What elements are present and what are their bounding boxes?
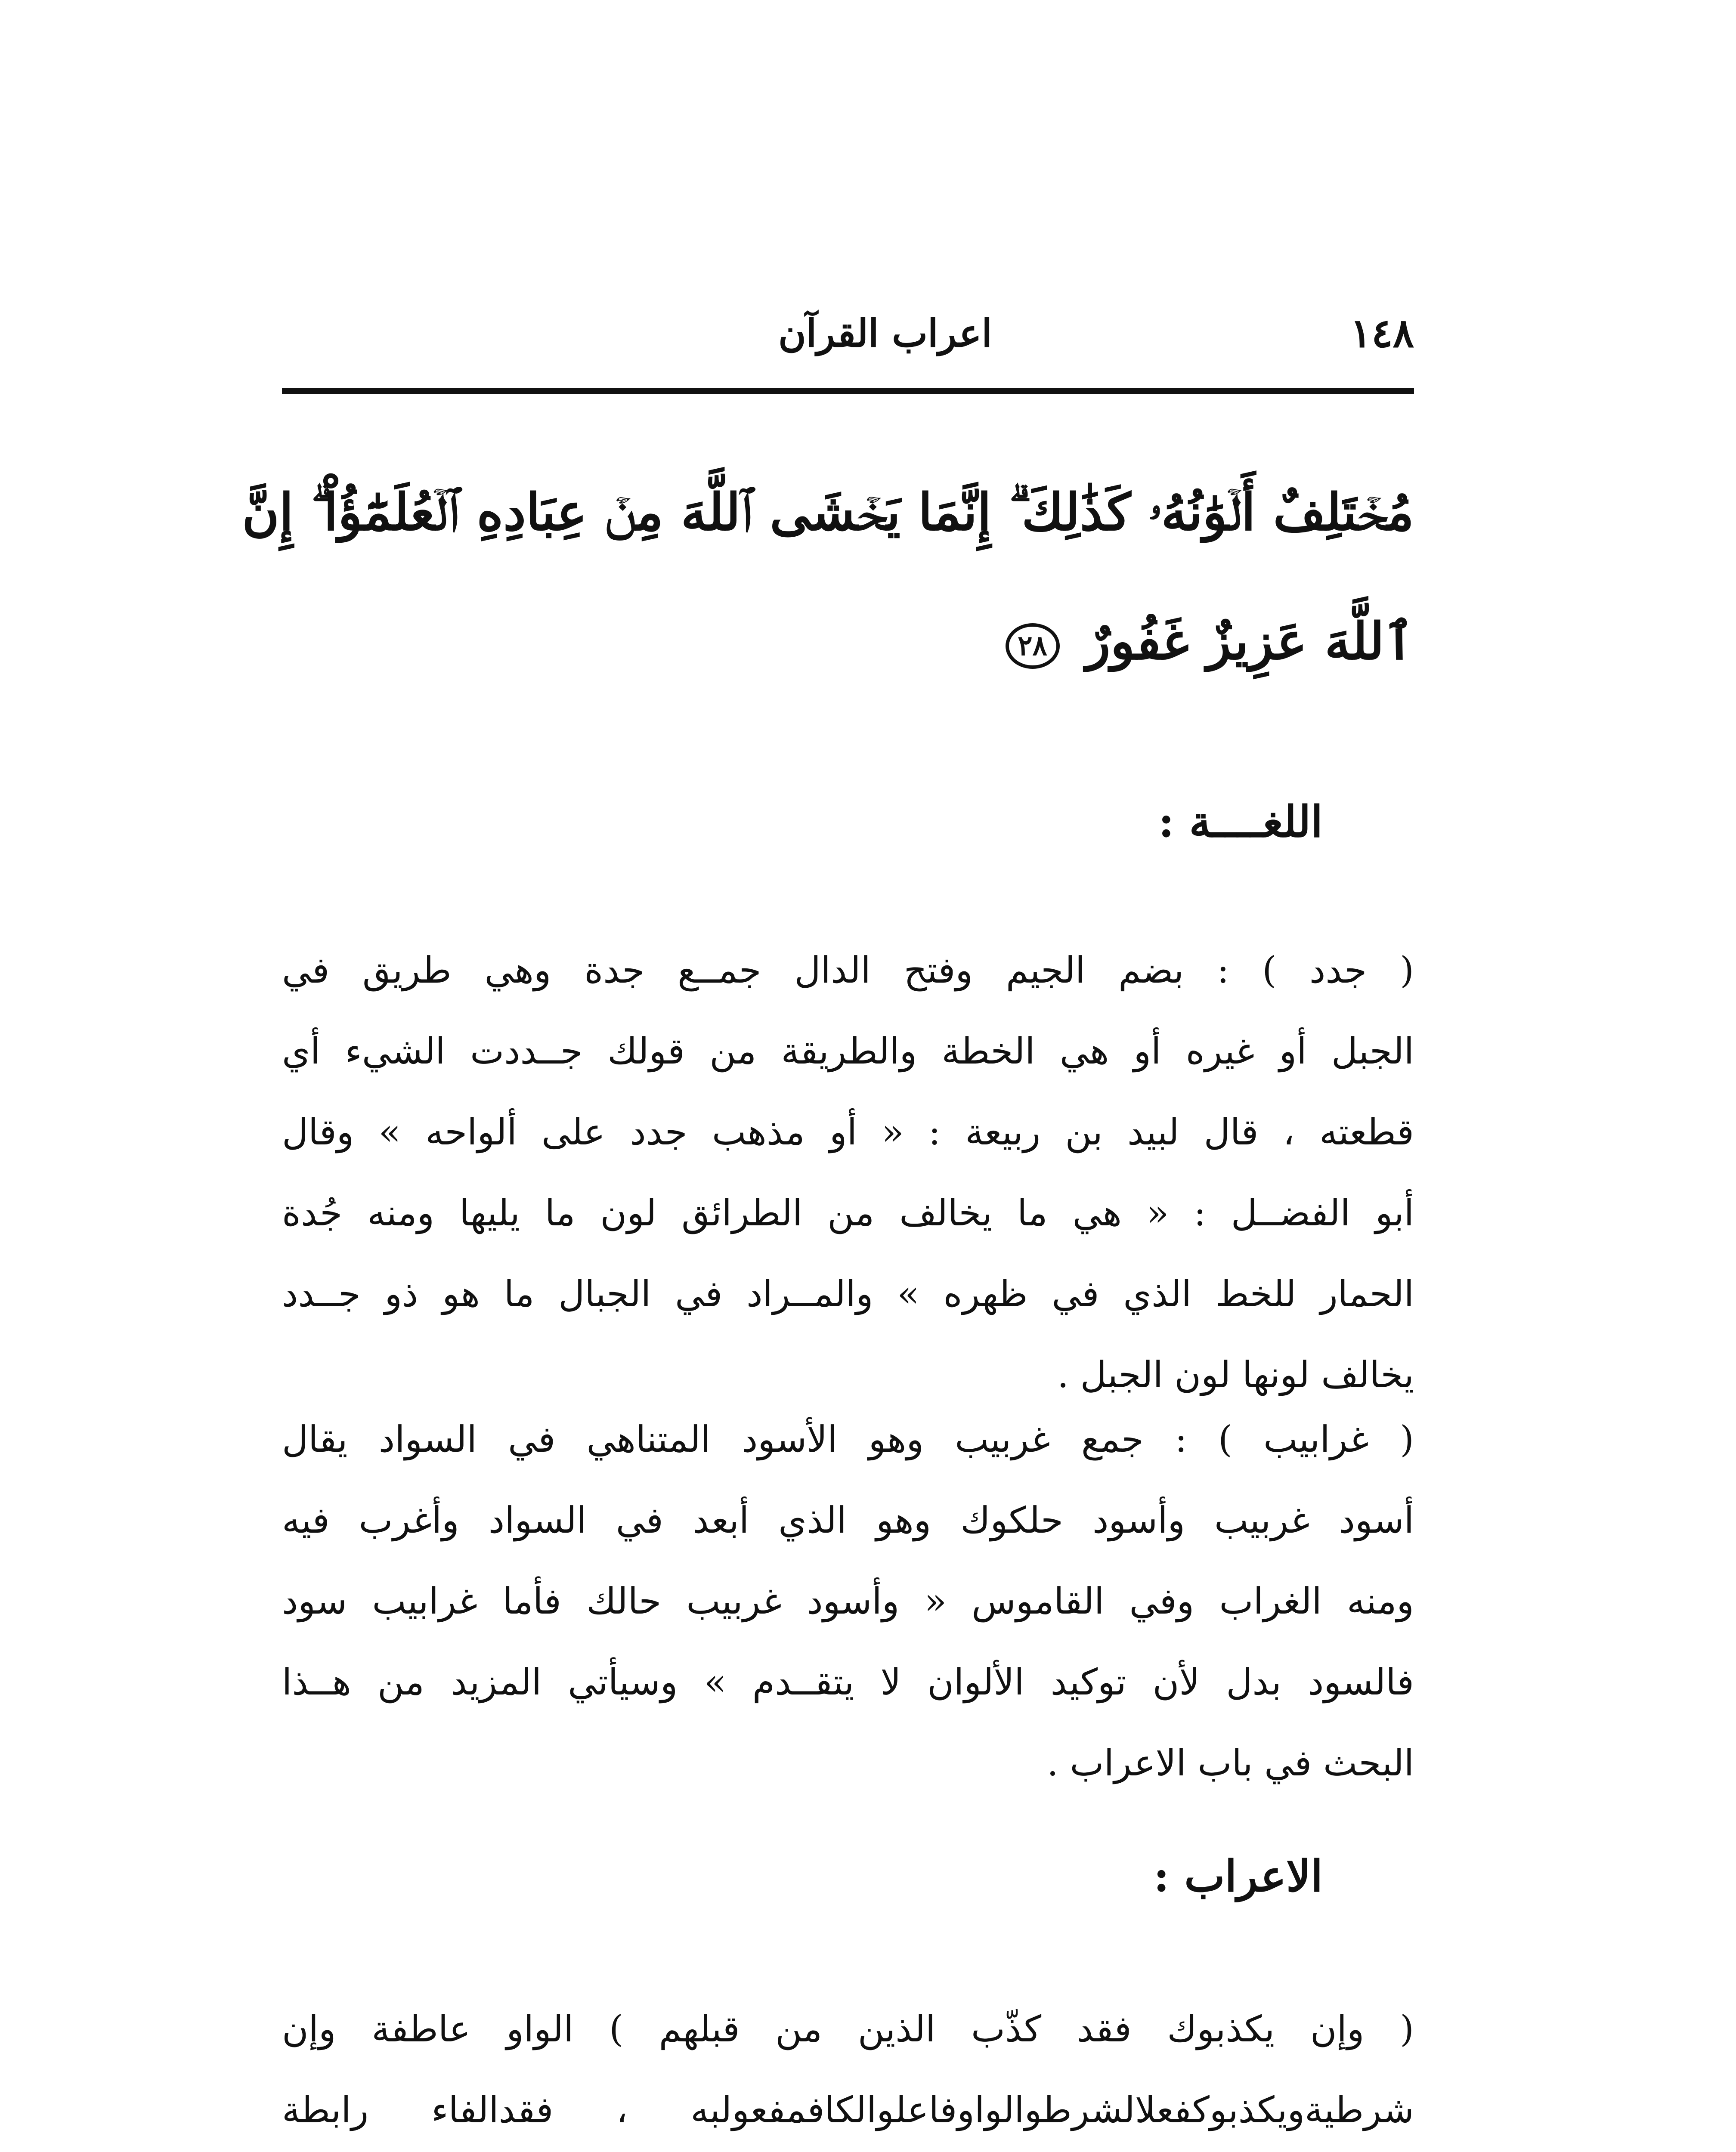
verse-line-1: مُخۡتَلِفٌ أَلۡوَٰنُهُۥ كَذَٰلِكَ ۗ إِنَّمَا يَخۡشَى ٱللَّهَ مِنۡ عِبَادِهِ ٱلۡعُلَمَٰٓؤُاْ ۗ إِنَّ [242,482,1414,542]
page-number: ١٤٨ [1350,310,1414,356]
paragraph-jadad [282,930,1414,1415]
running-header [282,301,1414,362]
verse-line-2-text: ٱللَّهَ عَزِيزٌ غَفُورٌ [1086,611,1414,671]
paragraph-line: شرطيةويكذبوكفعلالشرطوالواوفاعلوالكافمفعولبه ، فقدالفاء رابطة [282,2089,1414,2131]
section-heading-lugha: اللغــــة : [1158,796,1323,847]
paragraph-line: ( غرابيب ) : جمع غربيب وهو الأسود المتناهي في السواد يقال [282,1418,1414,1460]
paragraph-line: البحث في باب الاعراب . [1047,1742,1414,1784]
header-rule [282,388,1414,394]
paragraph-line [282,2150,1414,2152]
paragraph-line: ومنه الغراب وفي القاموس « وأسود غربيب حالك فأما غرابيب سود [282,1580,1414,1622]
paragraph-irab [282,1988,1414,2152]
paragraph-line: ( وإن يكذبوك فقد كذّب الذين من قبلهم ) الواو عاطفة وإن [282,2008,1414,2050]
paragraph-line: أسود غربيب وأسود حلكوك وهو الذي أبعد في السواد وأغرب فيه [282,1499,1414,1541]
paragraph-line: ( جدد ) : بضم الجيم وفتح الدال جمــع جدة وهي طريق في [282,949,1414,991]
paragraph-line: يخالف لونها لون الجبل . [1057,1354,1414,1396]
paragraph-line: أبو الفضــل : « هي ما يخالف من الطرائق لون ما يليها ومنه جُدة [282,1192,1414,1234]
paragraph-line: فالسود بدل لأن توكيد الألوان لا يتقــدم » وسيأتي المزيد من هــذا [282,1661,1414,1703]
paragraph-line: قطعته ، قال لبيد بن ربيعة : « أو مذهب جدد على ألواحه » وقال [282,1111,1414,1153]
section-heading-irab: الاعراب : [1153,1851,1323,1902]
verse-line-2 [282,577,1414,706]
quran-verse [242,448,1414,706]
paragraph-gharabib [282,1399,1414,1803]
paragraph-line: الجبل أو غيره أو هي الخطة والطريقة من قولك جــددت الشيء أي [282,1030,1414,1072]
running-title: اعراب القرآن [778,311,992,356]
ayah-number-marker: ٢٨ [1006,623,1060,669]
paragraph-line: الحمار للخط الذي في ظهره » والمــراد في الجبال ما هو ذو جــدد [282,1273,1414,1315]
